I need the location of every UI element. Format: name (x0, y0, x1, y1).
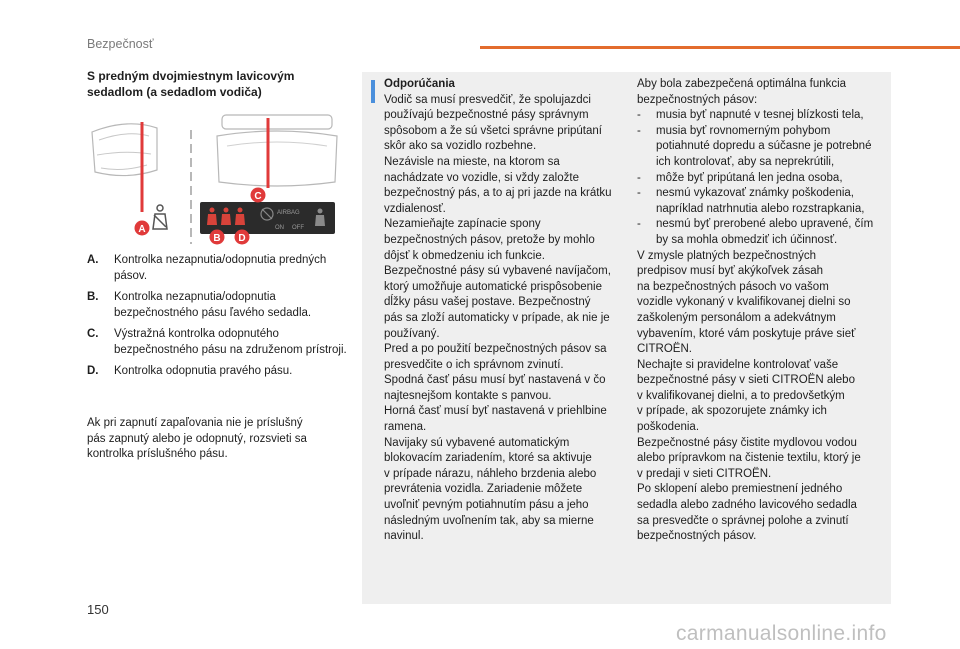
list-item: - musia byť napnuté v tesnej blízkosti tela, (637, 109, 864, 122)
list-item: - musia byť rovnomerným pohybom potiahnuté dopredu a súčasne je potrebné ich kontrolovať, aby sa neprekrútili, (637, 124, 872, 168)
marker-b (210, 230, 225, 245)
watermark: carmanualsonline.info (676, 622, 887, 645)
legend-letter: D. (87, 365, 99, 377)
seatbelt-icon (153, 205, 167, 229)
advice-right-column (637, 77, 882, 545)
marker-a (135, 221, 150, 236)
dashboard-illustration (87, 110, 342, 248)
overhead-panel (200, 202, 335, 234)
list-item: - môže byť pripútaná len jedna osoba, (637, 171, 843, 184)
ignition-note: Ak pri zapnutí zapaľovania nie je príslušný pás zapnutý alebo je odopnutý, rozsvieti sa kontrolka príslušného pásu. (87, 417, 307, 460)
header-accent-bar (480, 46, 960, 49)
svg-text:B: B (213, 233, 221, 244)
legend-letter: B. (87, 291, 99, 303)
legend-text: Výstražná kontrolka odopnutého bezpečnostného pásu na združenom prístroji. (114, 328, 347, 356)
legend-letter: C. (87, 328, 99, 340)
legend-text: Kontrolka odopnutia pravého pásu. (114, 365, 293, 377)
legend-item (87, 327, 347, 358)
airbag-off-label: OFF (292, 225, 304, 231)
airbag-label: AIRBAG (277, 210, 300, 216)
legend-item (87, 253, 347, 284)
advice-left-column (384, 77, 624, 545)
legend-item (87, 290, 347, 321)
svg-text:A: A (138, 224, 146, 235)
legend-item (87, 364, 347, 380)
advice-intro: Aby bola zabezpečená optimálna funkcia bezpečnostných pásov: (637, 78, 847, 106)
page-number: 150 (87, 602, 109, 617)
list-item: - nesmú byť prerobené alebo upravené, čím by sa mohla obmedziť ich účinnosť. (637, 218, 874, 246)
marker-c (251, 188, 266, 203)
airbag-on-label: ON (275, 225, 284, 231)
requirements-list (637, 108, 882, 248)
dashboard-illustration-svg (87, 110, 342, 248)
section-heading: S predným dvojmiestnym lavicovým sedadlom (a sedadlom vodiča) (87, 69, 295, 99)
legend-letter: A. (87, 254, 99, 266)
svg-text:D: D (238, 233, 246, 244)
legend-text: Kontrolka nezapnutia/odopnutia predných pásov. (114, 254, 327, 282)
advice-marker (371, 80, 375, 103)
legend-text: Kontrolka nezapnutia/odopnutia bezpečnostného pásu ľavého sedadla. (114, 291, 312, 319)
figure-legend (87, 253, 347, 386)
list-item: - nesmú vykazovať známky poškodenia, napríklad natrhnutia alebo rozstrapkania, (637, 187, 865, 215)
advice-body: Vodič sa musí presvedčiť, že spolujazdci používajú bezpečnostné pásy správnym spôsobom a že sú všetci správne pripútaní skôr ako sa vozidlo rozbehne. Nezávisle na mieste, na ktorom sa nachádzate vo vozidle, si vždy založte bezpečnostný pás, a to aj pri jazde na krátku vzdialenosť. Nezamieňajte zapínacie spony bezpečnostných pásov, pretože by mohlo dôjsť k obmedzeniu ich funkcie. Bezpečnostné pásy sú vybavené navíjačom, ktorý umožňuje automatické prispôsobenie dĺžky pásu vašej postave. Bezpečnostný pás sa zloží automaticky v prípade, ak nie je používaný. Pred a po použití bezpečnostných pásov sa presvedčite o ich správnom zvinutí. Spodná časť pásu musí byť nastavená v čo najtesnejšom kontakte s panvou. Horná časť musí byť nastavená v priehlbine ramena. Navijaky sú vybavené automatickým blokovacím zariadením, ktoré sa aktivuje v prípade nárazu, náhleho brzdenia alebo prevrátenia vozidla. Zariadenie môžete uvoľniť pevným potiahnutím pásu a jeho následným uvoľnením tak, aby sa mierne navinul. (384, 93, 612, 543)
svg-text:C: C (254, 191, 262, 202)
advice-title: Odporúčania (384, 78, 455, 90)
marker-d (235, 230, 250, 245)
section-title: Bezpečnosť (87, 37, 154, 51)
advice-outro: V zmysle platných bezpečnostných predpisov musí byť akýkoľvek zásah na bezpečnostných pásoch vo vašom vozidle vykonaný v kvalifikovanej dielni so zaškoleným personálom a adekvátnym vybavením, ktoré vám poskytuje práve sieť CITROËN. Nechajte si pravidelne kontrolovať vaše bezpečnostné pásy v sieti CITROËN alebo v kvalifikovanej dielni, a to predovšetkým v prípade, ak spozorujete známky ich poškodenia. Bezpečnostné pásy čistite mydlovou vodou alebo prípravkom na čistenie textilu, ktorý je v predaji v sieti CITROËN. Po sklopení alebo premiestnení jedného sedadla alebo zadného lavicového sedadla sa presvedčte o správnej polohe a zvinutí bezpečnostných pásov. (637, 249, 861, 543)
